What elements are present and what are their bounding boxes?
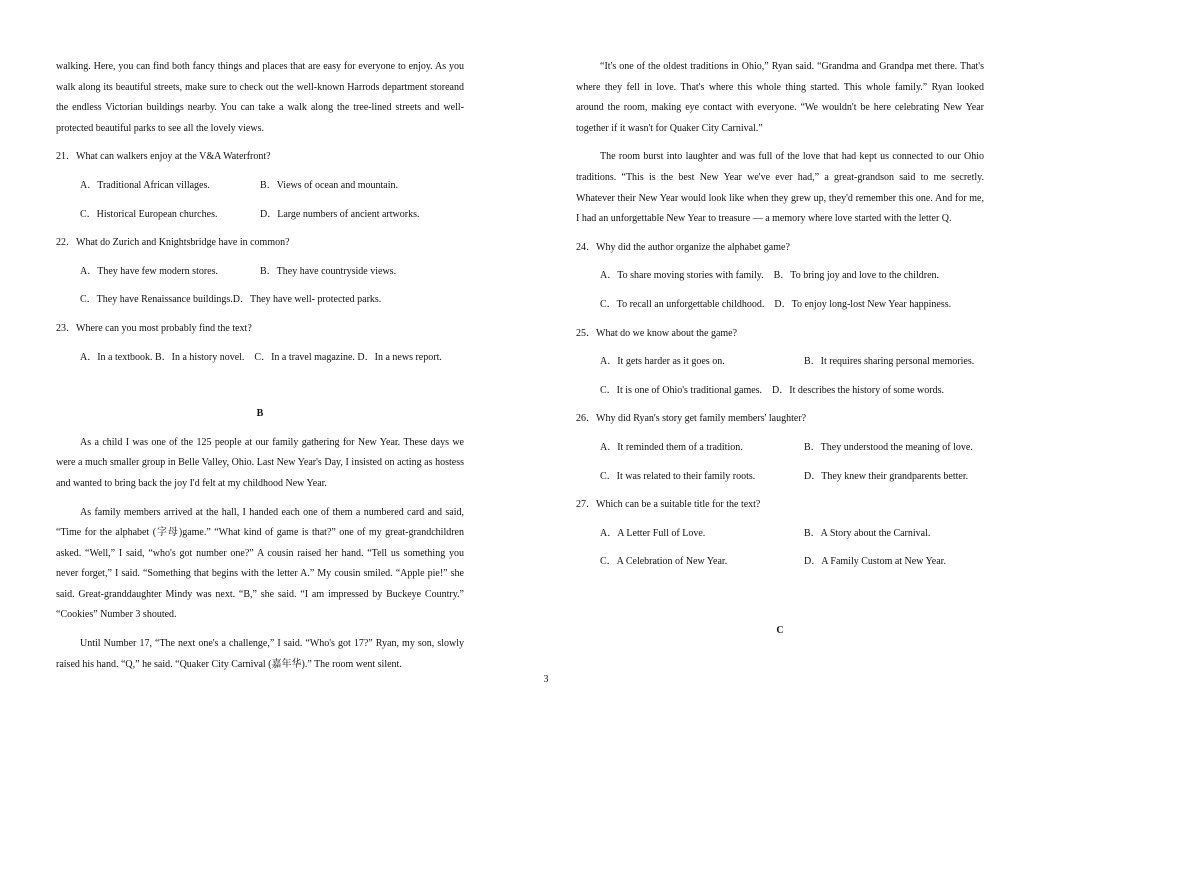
option-d: D．They knew their grandparents better. xyxy=(804,470,969,482)
page-number: 3 xyxy=(543,674,549,685)
question-stem: 27．Which can be a suitable title for the text? xyxy=(576,499,761,511)
passage-b-paragraph-4: “It's one of the oldest traditions in Ohio,” Ryan said. “Grandma and Grandpa met there. That's where they fell in love. That's where this whole thing started. This whole family.” Ryan looked around the room, making eye contact with everyone. “We wouldn't be here celebrating New Year together if it wasn't for Quaker City Carnival.” xyxy=(576,61,984,134)
passage-b-paragraph-1: As a child I was one of the 125 people at our family gathering for New Year. These days we were a much smaller group in Belle Valley, Ohio. Last New Year's Day, I insisted on acting as hostess and wanted to bring back the joy I'd felt at my childhood New Year. xyxy=(56,436,464,489)
section-heading-c: C xyxy=(776,624,784,636)
question-23 xyxy=(56,319,464,368)
option-c-d: C．It is one of Ohio's traditional games. D．It describes the history of some words. xyxy=(600,384,944,396)
option-c: C．It was related to their family roots. xyxy=(600,470,756,482)
answer-options xyxy=(576,524,984,573)
option-d: D．Large numbers of ancient artworks. xyxy=(260,208,420,220)
passage-b-paragraph-5: The room burst into laughter and was full of the love that had kept us connected to our Ohio traditions. “This is the best New Year we've ever had,” a great-grandson said to me secretly. Whatever their New Year would look like when they grew up, they'd remember this one. And for me, I had an unforgettable New Year to treasure — a memory where love started with the letter Q. xyxy=(576,151,984,225)
question-27 xyxy=(576,495,984,573)
option-b: B．Views of ocean and mountain. xyxy=(260,179,398,191)
option-a-b: A．To share moving stories with family. B．To bring joy and love to the children. xyxy=(600,270,940,282)
question-25 xyxy=(576,324,984,402)
passage-b-paragraph-2: As family members arrived at the hall, I handed each one of them a numbered card and said, “Time for the alphabet (字母)game.” “What kind of game is that?” one of my great-grandchildren asked. “Well,” I said, “who's got number one?” A cousin raised her hand. “Tell us something you never forget,” I said. “Something that begins with the letter A.” My cousin smiled. “Apple pie!” she said. Great-granddaughter Mindy was next. “B,” she said. “I am impressed by Buckeye Country.” “Cookies” Number 3 shouted. xyxy=(56,506,464,621)
option-b: B．It requires sharing personal memories. xyxy=(804,356,975,368)
answer-options xyxy=(576,352,984,401)
option-c: C．A Celebration of New Year. xyxy=(600,556,728,568)
question-stem: 22．What do Zurich and Knightsbridge have in common? xyxy=(56,237,290,249)
answer-options xyxy=(56,262,464,311)
answer-options xyxy=(56,176,464,225)
option-c-d: C．They have Renaissance buildings.D．They have well- protected parks. xyxy=(80,294,382,306)
section-heading-b: B xyxy=(256,408,264,420)
question-26 xyxy=(576,409,984,487)
option-a: A．It gets harder as it goes on. xyxy=(600,356,725,368)
question-22 xyxy=(56,233,464,311)
option-b: B．They have countryside views. xyxy=(260,265,397,277)
option-c: C．Historical European churches. xyxy=(80,208,218,220)
answer-options xyxy=(576,266,984,315)
option-a: A．Traditional African villages. xyxy=(80,179,210,191)
option-d: D．A Family Custom at New Year. xyxy=(804,556,946,568)
passage-b-paragraph-3: Until Number 17, “The next one's a challenge,” I said. “Who's got 17?” Ryan, my son, slowly raised his hand. “Q,” he said. “Quaker City Carnival (嘉年华).” The room went silent. xyxy=(56,638,464,670)
question-stem: 24．Why did the author organize the alphabet game? xyxy=(576,241,790,253)
option-b: B．They understood the meaning of love. xyxy=(804,441,973,453)
question-stem: 26．Why did Ryan's story get family members' laughter? xyxy=(576,413,807,425)
option-a: A．It reminded them of a tradition. xyxy=(600,441,743,453)
question-stem: 21．What can walkers enjoy at the V&A Waterfront? xyxy=(56,151,271,163)
answer-options xyxy=(56,348,464,369)
intro-paragraph: walking. Here, you can find both fancy things and places that are easy for everyone to enjoy. As you walk along its beautiful streets, make sure to check out the well-known Harrods department storeand the endless Victorian buildings nearby. You can take a walk along the tree-lined streets and well-protected beautiful parks to see all the lovely views. xyxy=(56,61,464,134)
question-stem: 23．Where can you most probably find the text? xyxy=(56,322,252,334)
right-column xyxy=(576,57,984,641)
option-a: A．They have few modern stores. xyxy=(80,265,219,277)
option-a-d: A．In a textbook. B．In a history novel. C．In a travel magazine. D．In a news report. xyxy=(80,351,442,363)
option-c-d: C．To recall an unforgettable childhood. D．To enjoy long-lost New Year happiness. xyxy=(600,298,952,310)
question-24 xyxy=(576,238,984,316)
option-a: A．A Letter Full of Love. xyxy=(600,527,706,539)
question-stem: 25．What do we know about the game? xyxy=(576,327,738,339)
option-b: B．A Story about the Carnival. xyxy=(804,527,931,539)
answer-options xyxy=(576,438,984,487)
left-column xyxy=(56,57,464,683)
question-21 xyxy=(56,147,464,225)
